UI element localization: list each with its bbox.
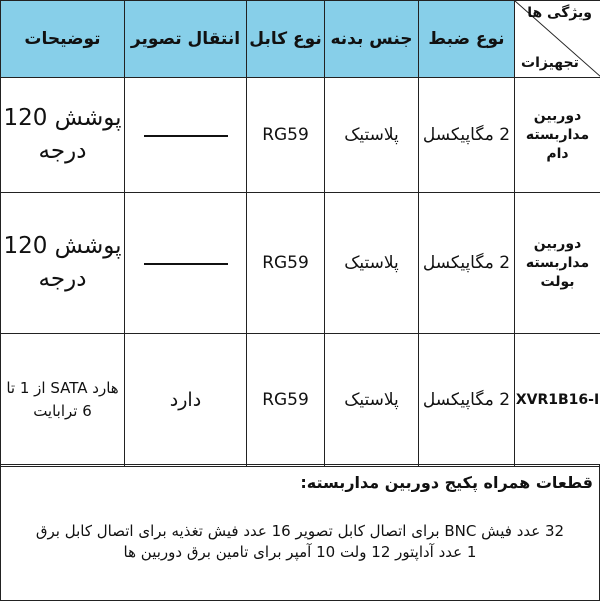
row-notes: پوشش 120 درجه <box>1 78 125 193</box>
row-transmission <box>125 193 247 334</box>
package-items <box>3 521 597 563</box>
row-body: پلاستیک <box>325 78 419 193</box>
header-cable: نوع کابل <box>247 1 325 78</box>
row-record: 2 مگاپیکسل <box>419 334 515 467</box>
row-notes: هارد SATA از 1 تا 6 ترابایت <box>1 334 125 467</box>
corner-features-label: ویژگی ها <box>527 5 592 21</box>
row-cable: RG59 <box>247 334 325 467</box>
row-record: 2 مگاپیکسل <box>419 78 515 193</box>
row-transmission: دارد <box>125 334 247 467</box>
header-body: جنس بدنه <box>325 1 419 78</box>
row-cable: RG59 <box>247 78 325 193</box>
row-equipment-name: دوربین مداربسته بولت <box>515 193 600 334</box>
table-row <box>1 334 600 467</box>
row-notes: پوشش 120 درجه <box>1 193 125 334</box>
row-equipment-name: XVR1B16-I <box>515 334 600 467</box>
row-transmission <box>125 78 247 193</box>
package-line-2: 1 عدد آداپتور 12 ولت 10 آمپر برای تامین برق دوربین ها <box>3 542 597 563</box>
dash-line <box>144 135 228 137</box>
corner-cell <box>515 1 600 78</box>
row-record: 2 مگاپیکسل <box>419 193 515 334</box>
header-notes: توضیحات <box>1 1 125 78</box>
row-equipment-name: دوربین مداربسته دام <box>515 78 600 193</box>
row-body: پلاستیک <box>325 334 419 467</box>
package-title: قطعات همراه پکیج دوربین مداربسته: <box>300 473 593 492</box>
package-line-1: 32 عدد فیش BNC برای اتصال کابل تصویر 16 عدد فیش تغذیه برای اتصال کابل برق <box>3 521 597 542</box>
table-row <box>1 78 600 193</box>
header-record: نوع ضبط <box>419 1 515 78</box>
dash-line <box>144 263 228 265</box>
table-row <box>1 193 600 334</box>
package-contents <box>0 464 600 601</box>
header-transmission: انتقال تصویر <box>125 1 247 78</box>
header-row <box>1 1 600 78</box>
row-body: پلاستیک <box>325 193 419 334</box>
corner-equipment-label: تجهیزات <box>521 55 579 71</box>
row-cable: RG59 <box>247 193 325 334</box>
